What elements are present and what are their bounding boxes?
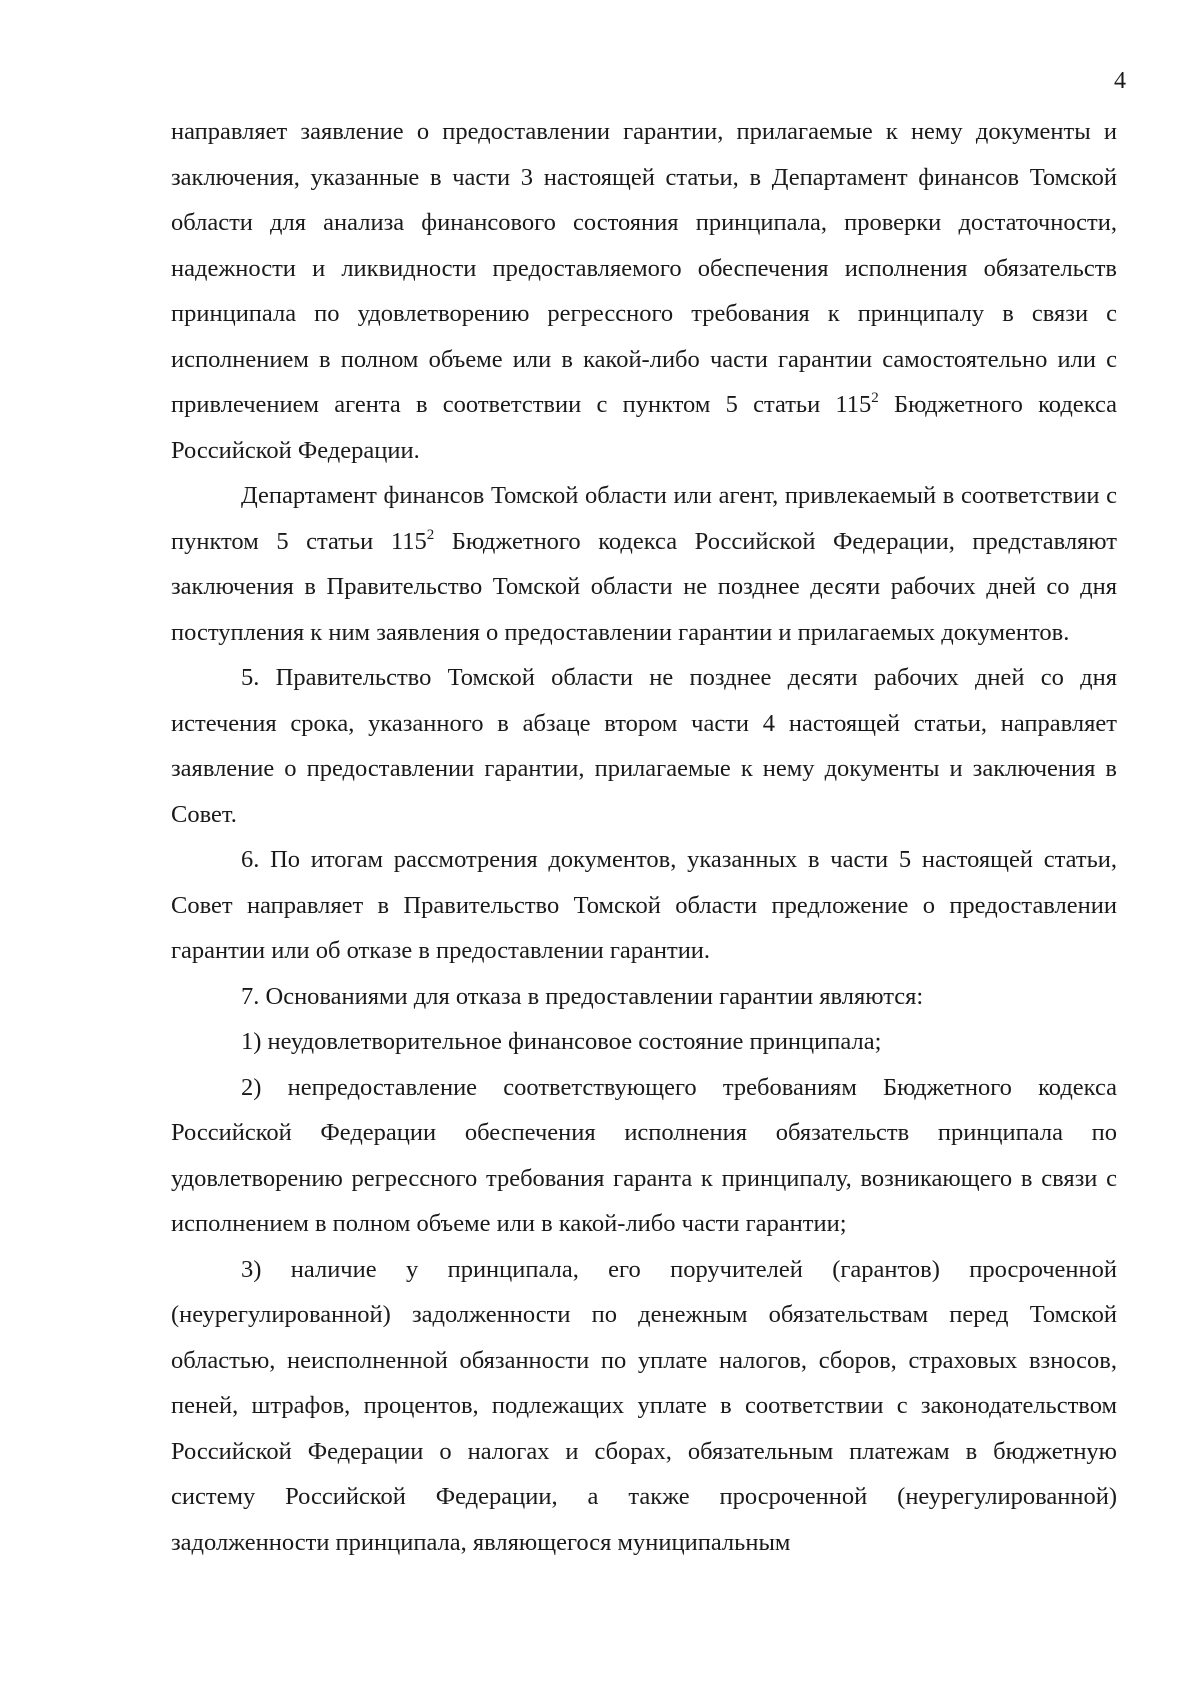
paragraph-continuation xyxy=(171,109,1117,473)
paragraph-text: Департамент финансов Томской области или агент, привлекаемый в соответствии с пунктом 5 статьи 115 xyxy=(171,482,1117,555)
paragraph-text: направляет заявление о предоставлении гарантии, прилагаемые к нему документы и заключения, указанные в части 3 настоящей статьи, в Департамент финансов Томской области для анализа финансового состояния принципала, проверки достаточности, надежности и ликвидности предоставляемого обеспечения исполнения обязательств принципала по удовлетворению регрессного требования к принципалу в связи с исполнением в полном объеме или в какой-либо части гарантии самостоятельно или с привлечением агента в соответствии с пунктом 5 статьи 115 xyxy=(171,118,1117,418)
list-item-1: 1) неудовлетворительное финансовое состояние принципала; xyxy=(241,1028,882,1055)
paragraph-department-conclusions xyxy=(171,473,1117,655)
paragraph-item-5: 5. Правительство Томской области не позднее десяти рабочих дней со дня истечения срока, указанного в абзаце втором части 4 настоящей статьи, направляет заявление о предоставлении гарантии, прилагаемые к нему документы и заключения в Совет. xyxy=(171,664,1117,828)
paragraph-item-7: 7. Основаниями для отказа в предоставлении гарантии являются: xyxy=(241,982,924,1010)
paragraph-text-tail: Бюджетного кодекса Российской Федерации, представляют заключения в Правительство Томской области не позднее десяти рабочих дней со дня поступления к ним заявления о предоставлении гарантии и прилагаемых документов. xyxy=(171,527,1117,646)
paragraph-item-6: 6. По итогам рассмотрения документов, указанных в части 5 настоящей статьи, Совет направляет в Правительство Томской области предложение о предоставлении гарантии или об отказе в предоставлении гарантии. xyxy=(171,846,1117,964)
page-number: 4 xyxy=(1114,68,1126,94)
list-item-3: 3) наличие у принципала, его поручителей (гарантов) просроченной (неурегулированной) задолженности по денежным обязательствам перед Томской областью, неисполненной обязанности по уплате налогов, сборов, страховых взносов, пеней, штрафов, процентов, подлежащих уплате в соответствии с законодательством Российской Федерации о налогах и сборах, обязательным платежам в бюджетную систему Российской Федерации, а также просроченной (неурегулированной) задолженности принципала, являющегося муниципальным xyxy=(171,1255,1117,1556)
superscript: 2 xyxy=(871,390,879,406)
document-body xyxy=(171,109,1117,1565)
paragraph-text-tail: Бюджетного кодекса Российской Федерации. xyxy=(171,391,1117,464)
list-item-2: 2) непредоставление соответствующего требованиям Бюджетного кодекса Российской Федерации обеспечения исполнения обязательств принципала по удовлетворению регрессного требования гаранта к принципалу, возникающего в связи с исполнением в полном объеме или в какой-либо части гарантии; xyxy=(171,1073,1117,1237)
superscript: 2 xyxy=(426,526,435,543)
